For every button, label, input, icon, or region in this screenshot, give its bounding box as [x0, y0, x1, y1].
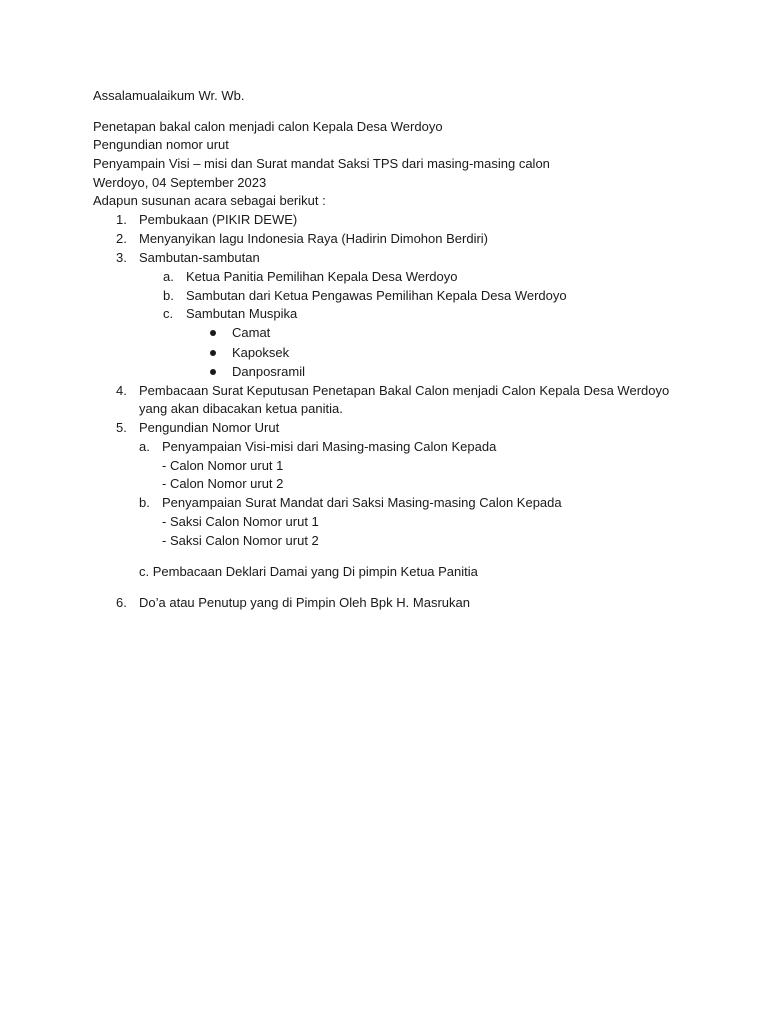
bullet-item-kapoksek: Kapoksek: [232, 345, 290, 360]
item-1-text: Pembukaan (PIKIR DEWE): [139, 212, 298, 227]
item-3b-letter: b.: [163, 288, 174, 303]
item-5a-letter: a.: [139, 439, 150, 454]
item-1-number: 1.: [116, 212, 127, 227]
intro-line: Adapun susunan acara sebagai berikut :: [93, 193, 326, 208]
item-3c-text: Sambutan Muspika: [186, 306, 298, 321]
item-4-number: 4.: [116, 383, 127, 398]
item-5b-dash-2: - Saksi Calon Nomor urut 2: [162, 533, 319, 548]
item-5a-dash-2: - Calon Nomor urut 2: [162, 476, 284, 491]
agenda-line-2: Pengundian nomor urut: [93, 137, 229, 152]
bullet-icon: [210, 330, 216, 336]
item-5a-dash-1: - Calon Nomor urut 1: [162, 458, 284, 473]
item-5-text: Pengundian Nomor Urut: [139, 420, 280, 435]
item-2-number: 2.: [116, 231, 127, 246]
item-4-text-continued: yang akan dibacakan ketua panitia.: [139, 401, 343, 416]
item-5a-text: Penyampaian Visi-misi dari Masing-masing Calon Kepada: [162, 439, 497, 454]
bullet-icon: [210, 350, 216, 356]
item-2-text: Menyanyikan lagu Indonesia Raya (Hadirin Dimohon Berdiri): [139, 231, 489, 246]
item-3a-letter: a.: [163, 269, 174, 284]
item-6-text: Do’a atau Penutup yang di Pimpin Oleh Bpk H. Masrukan: [139, 595, 470, 610]
item-3b-text: Sambutan dari Ketua Pengawas Pemilihan Kepala Desa Werdoyo: [186, 288, 567, 303]
item-5c-note: c. Pembacaan Deklari Damai yang Di pimpin Ketua Panitia: [139, 564, 478, 579]
item-4-text: Pembacaan Surat Keputusan Penetapan Bakal Calon menjadi Calon Kepala Desa Werdoyo: [139, 383, 670, 398]
item-3c-letter: c.: [163, 306, 174, 321]
item-6-number: 6.: [116, 595, 127, 610]
bullet-item-danposramil: Danposramil: [232, 364, 305, 379]
item-5-number: 5.: [116, 420, 127, 435]
item-5b-dash-1: - Saksi Calon Nomor urut 1: [162, 514, 319, 529]
item-3-number: 3.: [116, 250, 127, 265]
bullet-item-camat: Camat: [232, 325, 271, 340]
bullet-icon: [210, 369, 216, 375]
item-3a-text: Ketua Panitia Pemilihan Kepala Desa Werdoyo: [186, 269, 458, 284]
greeting: Assalamualaikum Wr. Wb.: [93, 88, 245, 103]
agenda-line-3: Penyampain Visi – misi dan Surat mandat Saksi TPS dari masing-masing calon: [93, 156, 550, 171]
date-line: Werdoyo, 04 September 2023: [93, 175, 267, 190]
item-5b-letter: b.: [139, 495, 150, 510]
item-5b-text: Penyampaian Surat Mandat dari Saksi Masing-masing Calon Kepada: [162, 495, 562, 510]
agenda-line-1: Penetapan bakal calon menjadi calon Kepala Desa Werdoyo: [93, 119, 443, 134]
item-3-text: Sambutan-sambutan: [139, 250, 260, 265]
